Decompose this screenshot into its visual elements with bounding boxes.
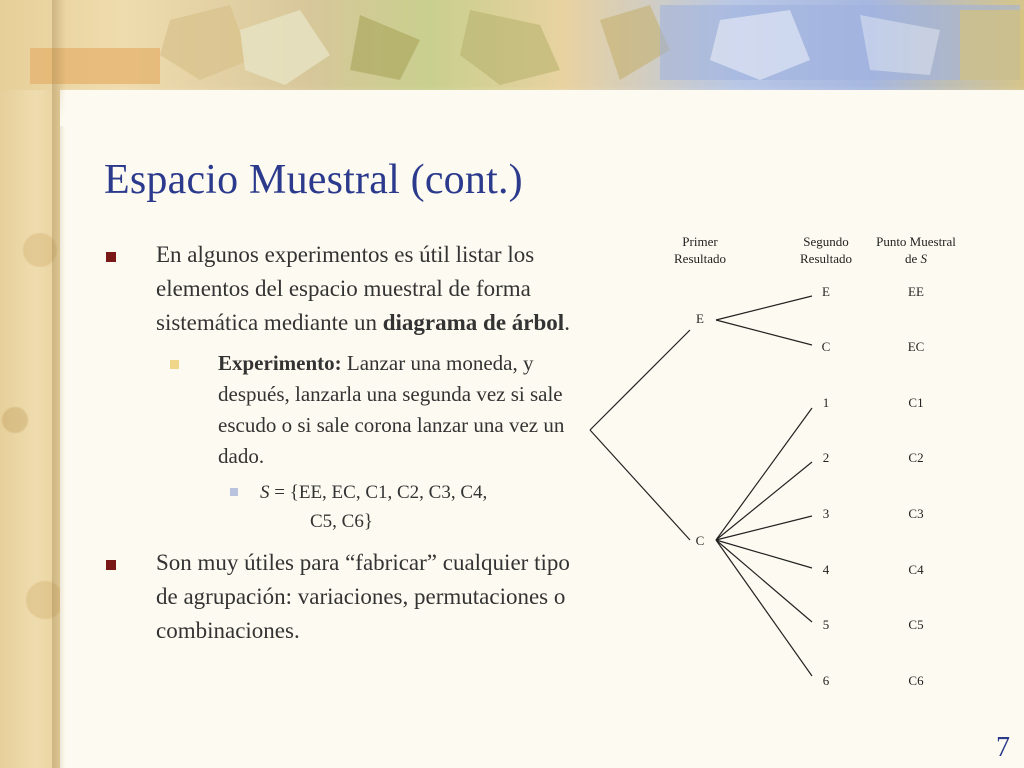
- page-number: 7: [996, 732, 1010, 763]
- branch-root-e: [590, 330, 690, 430]
- header-third-line1: Punto Muestral: [876, 234, 956, 249]
- node-first-e: E: [696, 311, 704, 326]
- branch-c-5: [716, 540, 812, 622]
- branch-e-e: [716, 296, 812, 320]
- sample-space-symbol: S: [260, 482, 270, 503]
- experiment-label: Experimento:: [218, 351, 342, 375]
- sample-point-c2: C2: [908, 450, 924, 465]
- header-second-line1: Segundo: [803, 234, 849, 249]
- bullet-text: En algunos experimentos es útil listar los elementos del espacio muestral de forma sistemática mediante un: [156, 242, 535, 335]
- node-second-1: 1: [822, 395, 830, 410]
- sample-point-ee: EE: [908, 284, 924, 299]
- sample-space-line1: = {EE, EC, C1, C2, C3, C4,: [269, 482, 488, 503]
- bullet-text: Son muy útiles para “fabricar” cualquier tipo de agrupación: variaciones, permutaciones o combinaciones.: [156, 550, 570, 643]
- branch-c-6: [716, 540, 812, 676]
- header-third-line2: [905, 251, 928, 266]
- header-third-symbol: S: [920, 251, 928, 266]
- branch-c-4: [716, 540, 812, 568]
- sample-point-c1: C1: [908, 395, 924, 410]
- header-first-line1: Primer: [682, 234, 718, 249]
- sample-point-c3: C3: [908, 506, 924, 521]
- node-second-5: 5: [822, 617, 830, 632]
- slide-title: Espacio Muestral (cont.): [104, 157, 523, 203]
- node-second-6: 6: [822, 673, 830, 688]
- node-first-c: C: [695, 533, 705, 548]
- header-second-line2: Resultado: [800, 251, 852, 266]
- node-second-e: E: [822, 284, 830, 299]
- header-third-de: de: [904, 251, 918, 266]
- experiment-text: Lanzar una moneda, y después, lanzarla una segunda vez si sale escudo o si sale corona lanzar una vez un dado.: [218, 351, 565, 468]
- sample-point-c6: C6: [908, 673, 924, 688]
- header-first-line2: Resultado: [674, 251, 726, 266]
- sample-point-c5: C5: [908, 617, 924, 632]
- sample-point-c4: C4: [908, 562, 924, 577]
- bullet-text-end: .: [564, 310, 570, 335]
- node-second-3: 3: [822, 506, 830, 521]
- node-second-4: 4: [822, 562, 830, 577]
- sample-space-line2: C5, C6}: [310, 511, 373, 532]
- node-second-c: C: [821, 339, 831, 354]
- branch-root-c: [590, 430, 690, 540]
- sample-point-ec: EC: [907, 339, 925, 354]
- branch-e-c: [716, 320, 812, 345]
- node-second-2: 2: [822, 450, 830, 465]
- bullet-bold-term: diagrama de árbol: [382, 310, 565, 335]
